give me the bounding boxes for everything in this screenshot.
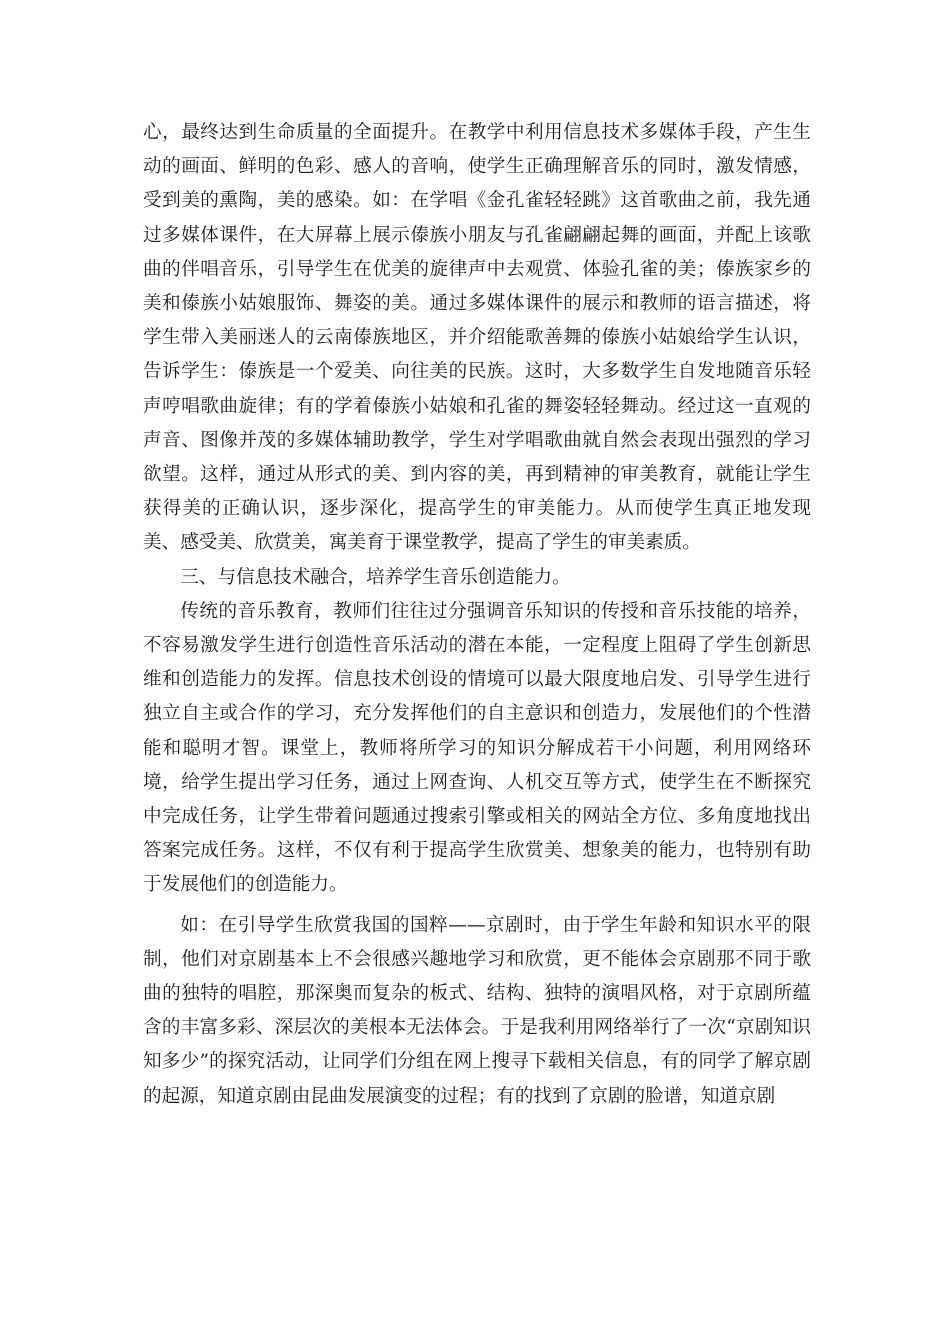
document-body bbox=[143, 116, 811, 1114]
paragraph-4: 如：在引导学生欣赏我国的国粹——京剧时，由于学生年龄和知识水平的限制，他们对京剧基本上不会很感兴趣地学习和欣赏，更不能体会京剧那不同于歌曲的独特的唱腔，那深奥而复杂的板式、结构、独特的演唱风格，对于京剧所蕴含的丰富多彩、深层次的美根本无法体会。于是我利用网络举行了一次“京剧知识知多少”的探究活动，让同学们分组在网上搜寻下载相关信息，有的同学了解京剧的起源，知道京剧由昆曲发展演变的过程；有的找到了京剧的脸谱，知道京剧 bbox=[143, 914, 811, 1107]
section-heading-three: 三、与信息技术融合，培养学生音乐创造能力。 bbox=[180, 566, 571, 588]
paragraph-3: 传统的音乐教育，教师们往往过分强调音乐知识的传授和音乐技能的培养，不容易激发学生进行创造性音乐活动的潜在本能，一定程度上阻碍了学生创新思维和创造能力的发挥。信息技术创设的情境可以最大限度地启发、引导学生进行独立自主或合作的学习，充分发挥他们的自主意识和创造力，发展他们的个性潜能和聪明才智。课堂上，教师将所学习的知识分解成若干小问题，利用网络环境，给学生提出学习任务，通过上网查询、人机交互等方式，使学生在不断探究中完成任务，让学生带着问题通过搜索引擎或相关的网站全方位、多角度地找出答案完成任务。这样，不仅有利于提高学生欣赏美、想象美的能力，也特别有助于发展他们的创造能力。 bbox=[143, 600, 811, 896]
paragraph-1: 心，最终达到生命质量的全面提升。在教学中利用信息技术多媒体手段，产生生动的画面、鲜明的色彩、感人的音响，使学生正确理解音乐的同时，激发情感，受到美的熏陶，美的感染。如：在学唱《金孔雀轻轻跳》这首歌曲之前，我先通过多媒体课件，在大屏幕上展示傣族小朋友与孔雀翩翩起舞的画面，并配上该歌曲的伴唱音乐，引导学生在优美的旋律声中去观赏、体验孔雀的美；傣族家乡的美和傣族小姑娘服饰、舞姿的美。通过多媒体课件的展示和教师的语言描述，将学生带入美丽迷人的云南傣族地区，并介绍能歌善舞的傣族小姑娘给学生认识，告诉学生：傣族是一个爱美、向往美的民族。这时，大多数学生自发地随音乐轻声哼唱歌曲旋律；有的学着傣族小姑娘和孔雀的舞姿轻轻舞动。经过这一直观的声音、图像并茂的多媒体辅助教学，学生对学唱歌曲就自然会表现出强烈的学习欲望。这样，通过从形式的美、到内容的美，再到精神的审美教育，就能让学生获得美的正确认识，逐步深化，提高学生的审美能力。从而使学生真正地发现美、感受美、欣赏美，寓美育于课堂教学，提高了学生的审美素质。 bbox=[143, 122, 811, 554]
